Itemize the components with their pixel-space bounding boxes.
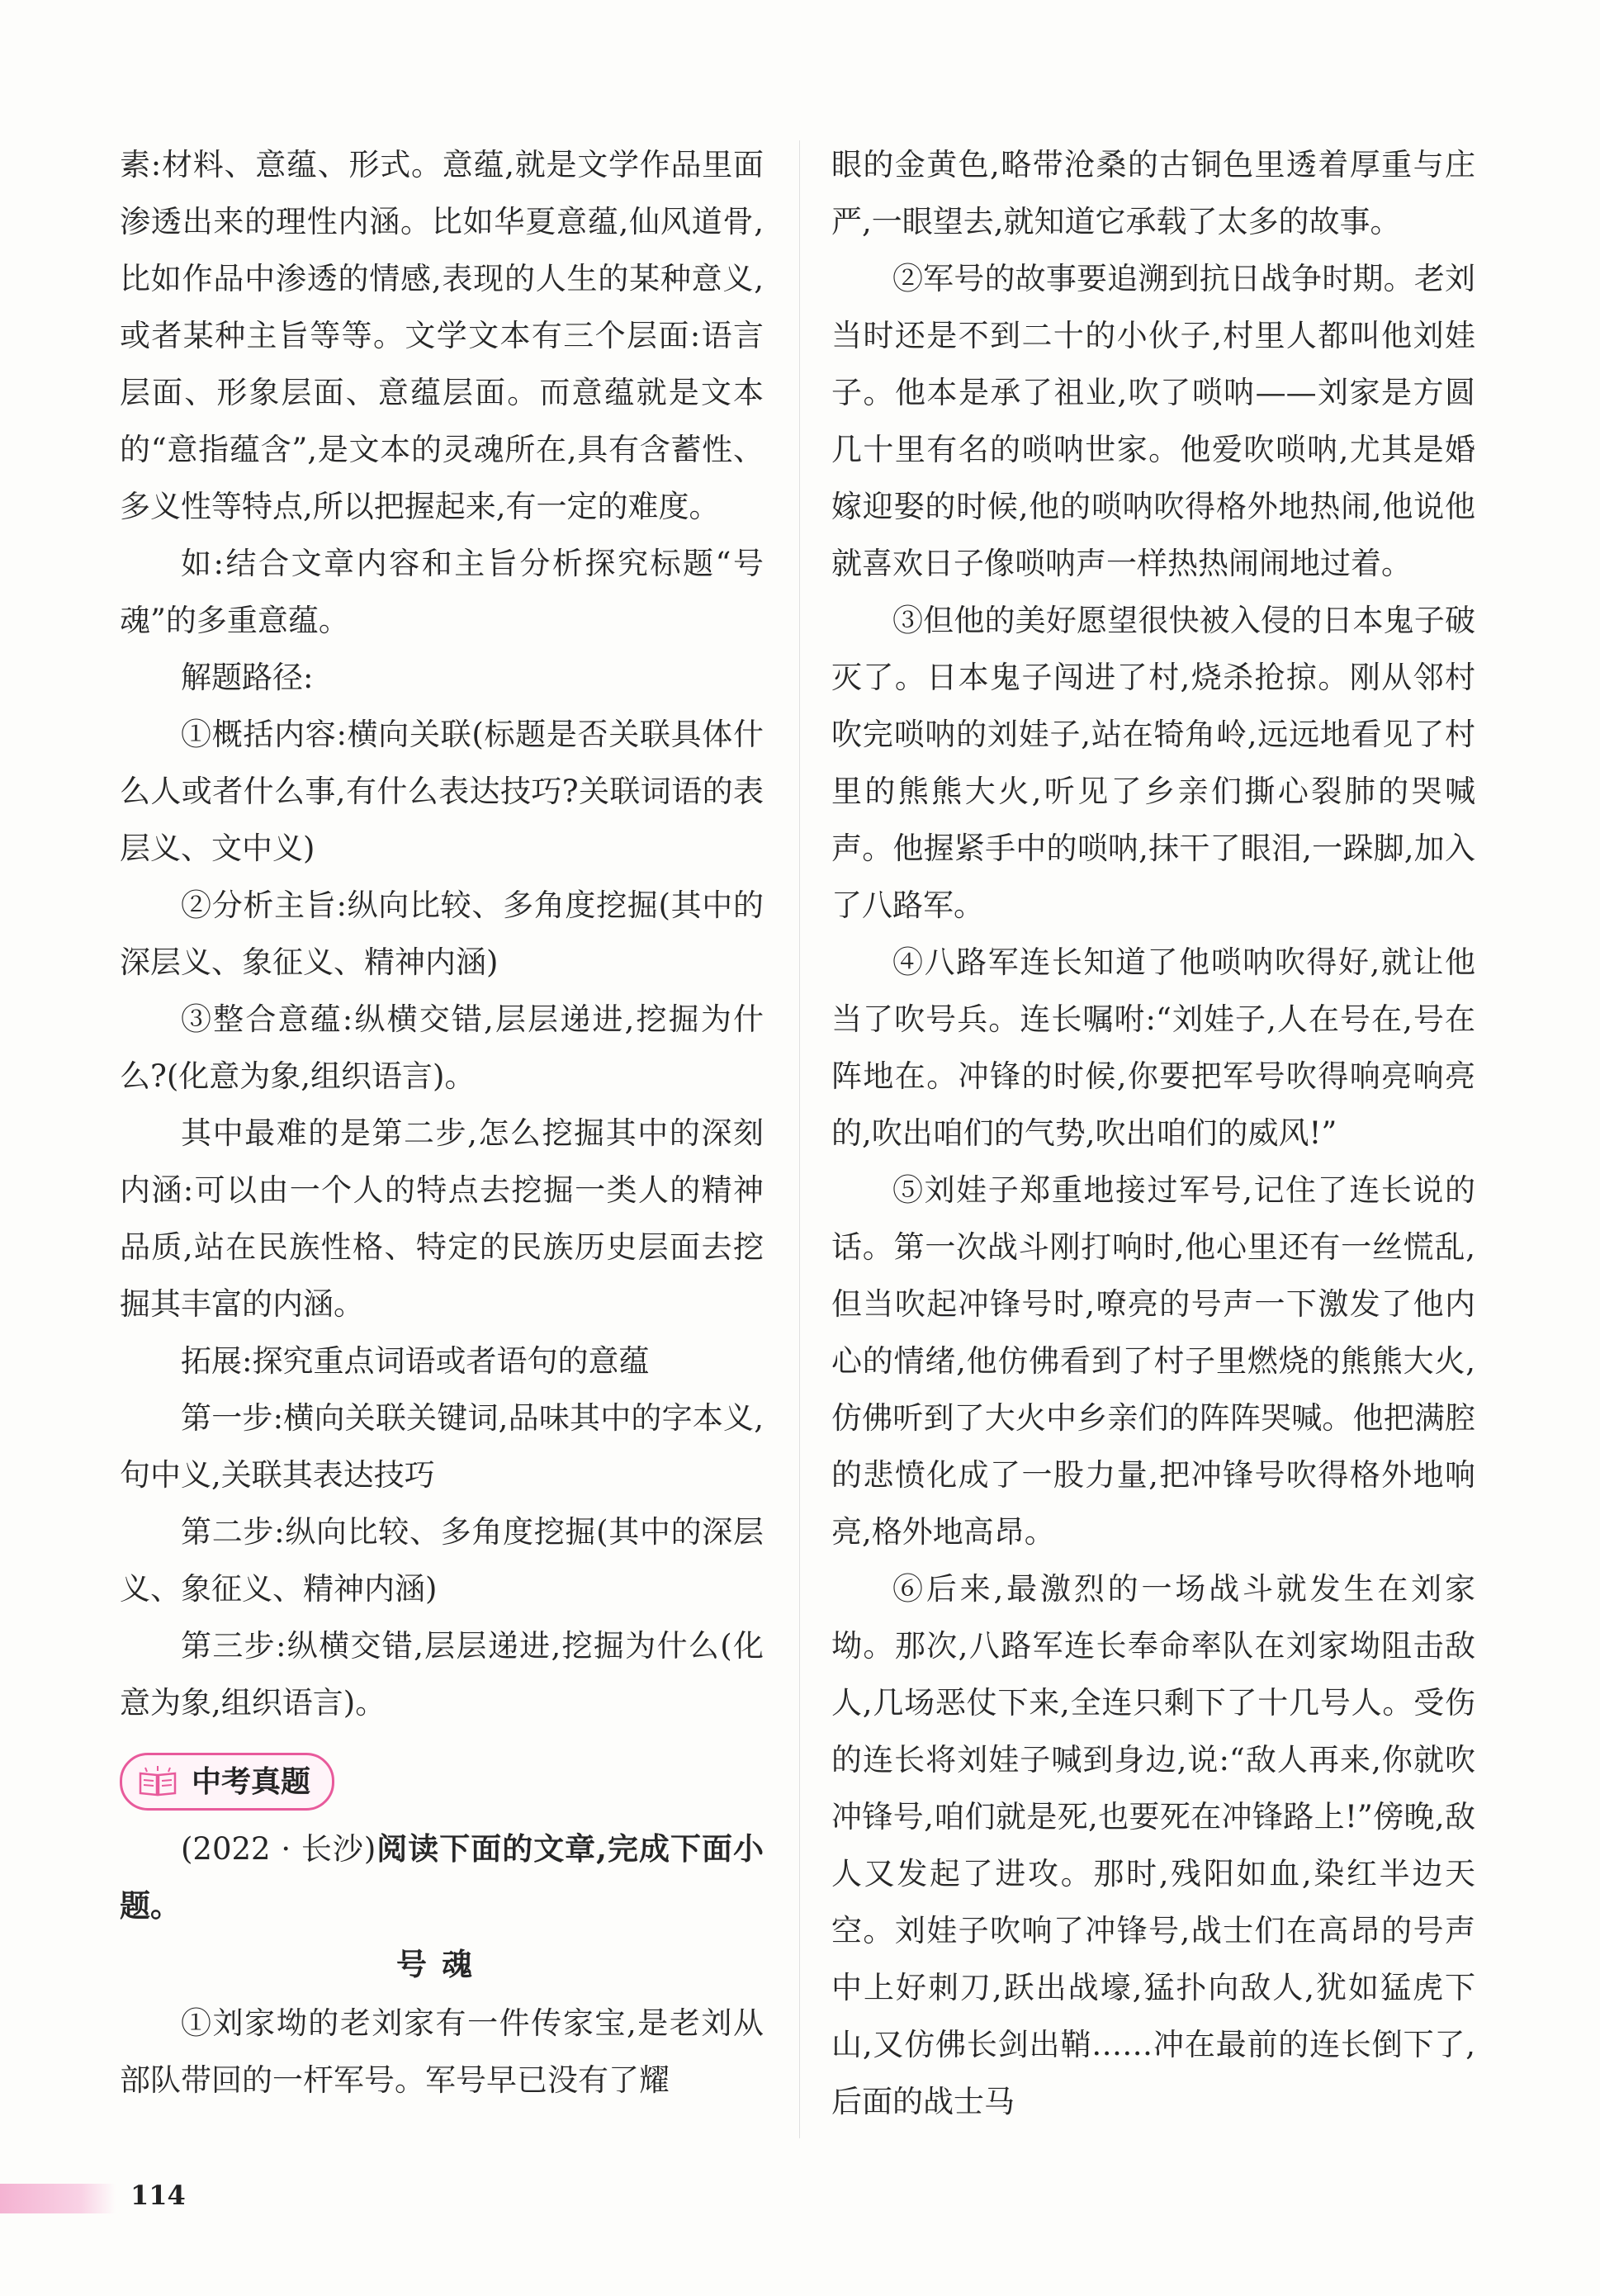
- right-column: [831, 136, 1475, 2130]
- paragraph: ①概括内容:横向关联(标题是否关联具体什么人或者什么事,有什么表达技巧?关联词语的表层义、文中义): [120, 717, 764, 866]
- paragraph: 其中最难的是第二步,怎么挖掘其中的深刻内涵:可以由一个人的特点去挖掘一类人的精神品质,站在民族性格、特定的民族历史层面去挖掘其丰富的内涵。: [120, 1115, 764, 1322]
- paragraph: 素:材料、意蕴、形式。意蕴,就是文学作品里面渗透出来的理性内涵。比如华夏意蕴,仙风道骨,比如作品中渗透的情感,表现的人生的某种意义,或者某种主旨等等。文学文本有三个层面:语言层面、形象层面、意蕴层面。而意蕴就是文本的“意指蕴含”,是文本的灵魂所在,具有含蓄性、多义性等特点,所以把握起来,有一定的难度。: [120, 147, 764, 524]
- page-number: 114: [130, 2180, 186, 2211]
- article-title: 号魂: [396, 1946, 487, 1982]
- column-divider: [799, 140, 800, 2138]
- question-prompt: [120, 1820, 764, 1934]
- paragraph: 如:结合文章内容和主旨分析探究标题“号魂”的多重意蕴。: [120, 546, 764, 638]
- paragraph: ④八路军连长知道了他唢呐吹得好,就让他当了吹号兵。连长嘱咐:“刘娃子,人在号在,号在阵地在。冲锋的时候,你要把军号吹得响亮响亮的,吹出咱们的气势,吹出咱们的威风!”: [831, 944, 1475, 1151]
- paragraph: 第三步:纵横交错,层层递进,挖掘为什么(化意为象,组织语言)。: [120, 1628, 764, 1721]
- section-badge: [120, 1753, 334, 1811]
- paragraph: ②分析主旨:纵向比较、多角度挖掘(其中的深层义、象征义、精神内涵): [120, 888, 764, 980]
- paragraph: ⑥后来,最激烈的一场战斗就发生在刘家坳。那次,八路军连长奉命率队在刘家坳阻击敌人,几场恶仗下来,全连只剩下了十几号人。受伤的连长将刘娃子喊到身边,说:“敌人再来,你就吹冲锋号,咱们就是死,也要死在冲锋路上!”傍晚,敌人又发起了进攻。那时,残阳如血,染红半边天空。刘娃子吹响了冲锋号,战士们在高昂的号声中上好刺刀,跃出战壕,猛扑向敌人,犹如猛虎下山,又仿佛长剑出鞘……冲在最前的连长倒下了,后面的战士马: [831, 1571, 1475, 2119]
- section-badge-label: 中考真题: [192, 1764, 311, 1799]
- paragraph: ②军号的故事要追溯到抗日战争时期。老刘当时还是不到二十的小伙子,村里人都叫他刘娃子。他本是承了祖业,吹了唢呐——刘家是方圆几十里有名的唢呐世家。他爱吹唢呐,尤其是婚嫁迎娶的时候,他的唢呐吹得格外地热闹,他说他就喜欢日子像唢呐声一样热热闹闹地过着。: [831, 261, 1475, 581]
- paragraph: 眼的金黄色,略带沧桑的古铜色里透着厚重与庄严,一眼望去,就知道它承载了太多的故事。: [831, 147, 1475, 239]
- paragraph: 拓展:探究重点词语或者语句的意蕴: [181, 1343, 650, 1379]
- paragraph: ①刘家坳的老刘家有一件传家宝,是老刘从部队带回的一杆军号。军号早已没有了耀: [120, 2005, 764, 2098]
- paragraph: ⑤刘娃子郑重地接过军号,记住了连长说的话。第一次战斗刚打响时,他心里还有一丝慌乱,但当吹起冲锋号时,嘹亮的号声一下激发了他内心的情绪,他仿佛看到了村子里燃烧的熊熊大火,仿佛听到了大火中乡亲们的阵阵哭喊。他把满腔的悲愤化成了一股力量,把冲锋号吹得格外地响亮,格外地高昂。: [831, 1172, 1475, 1550]
- question-source: (2022 · 长沙): [181, 1831, 376, 1867]
- footer-accent-bar: [0, 2184, 116, 2213]
- paragraph: ③但他的美好愿望很快被入侵的日本鬼子破灭了。日本鬼子闯进了村,烧杀抢掠。刚从邻村吹完唢呐的刘娃子,站在犄角岭,远远地看见了村里的熊熊大火,听见了乡亲们撕心裂肺的哭喊声。他握紧手中的唢呐,抹干了眼泪,一跺脚,加入了八路军。: [831, 603, 1475, 923]
- question-text: 阅读下面的文章,完成下面小题。: [120, 1830, 764, 1924]
- paragraph: ③整合意蕴:纵横交错,层层递进,挖掘为什么?(化意为象,组织语言)。: [120, 1001, 764, 1094]
- paragraph: 解题路径:: [181, 660, 314, 695]
- paragraph: 第二步:纵向比较、多角度挖掘(其中的深层义、象征义、精神内涵): [120, 1514, 764, 1607]
- paragraph: 第一步:横向关联关键词,品味其中的字本义,句中义,关联其表达技巧: [120, 1400, 764, 1493]
- book-icon: [137, 1765, 178, 1798]
- left-column: [120, 136, 764, 2109]
